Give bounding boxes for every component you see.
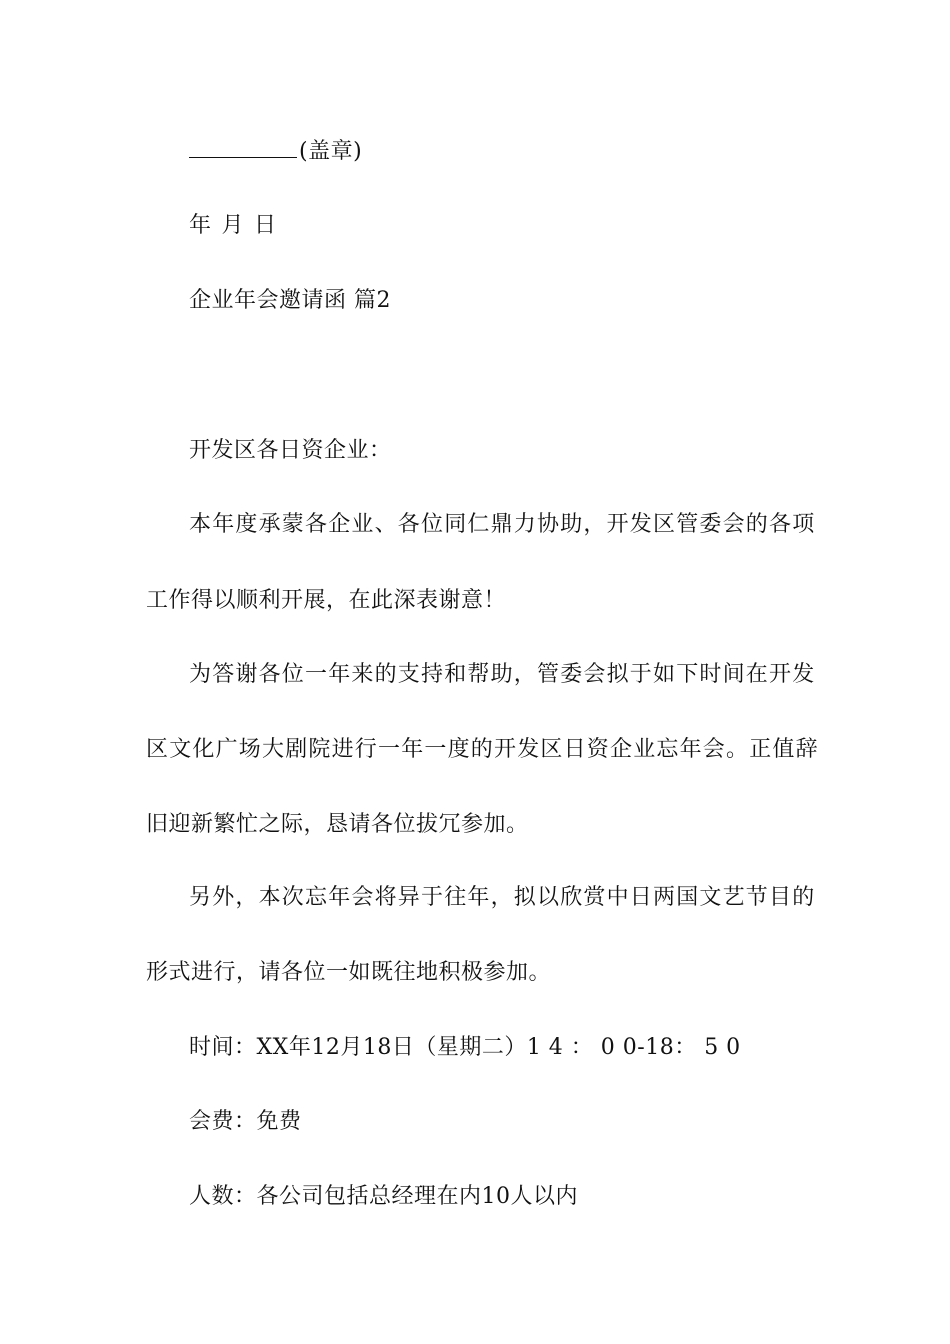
detail-attendees: 人数：各公司包括总经理在内10人以内 bbox=[189, 1184, 578, 1209]
signature-blank bbox=[189, 137, 297, 158]
stamp-label: (盖章) bbox=[299, 139, 363, 164]
date-day: 日 bbox=[254, 213, 277, 238]
paragraph-line: 为答谢各位一年来的支持和帮助，管委会拟于如下时间在开发 bbox=[189, 662, 816, 687]
section-heading: 企业年会邀请函 篇2 bbox=[189, 288, 391, 313]
paragraph-line: 形式进行，请各位一如既往地积极参加。 bbox=[146, 960, 552, 985]
detail-fee: 会费：免费 bbox=[189, 1109, 302, 1134]
date-year: 年 bbox=[189, 213, 212, 238]
paragraph-line: 本年度承蒙各企业、各位同仁鼎力协助，开发区管委会的各项 bbox=[189, 512, 816, 537]
paragraph-line: 区文化广场大剧院进行一年一度的开发区日资企业忘年会。正值辞 bbox=[146, 737, 819, 762]
paragraph-line: 工作得以顺利开展，在此深表谢意！ bbox=[146, 588, 507, 613]
salutation: 开发区各日资企业： bbox=[189, 438, 392, 463]
paragraph-line: 旧迎新繁忙之际，恳请各位拔冗参加。 bbox=[146, 812, 529, 837]
stamp-line bbox=[189, 137, 362, 167]
paragraph-line: 另外，本次忘年会将异于往年，拟以欣赏中日两国文艺节目的 bbox=[189, 885, 816, 910]
detail-time: 时间：XX年12月18日（星期二）1 4 ： 0 0-18： 5 0 bbox=[189, 1035, 741, 1060]
date-line bbox=[189, 211, 277, 241]
date-month: 月 bbox=[221, 213, 245, 238]
